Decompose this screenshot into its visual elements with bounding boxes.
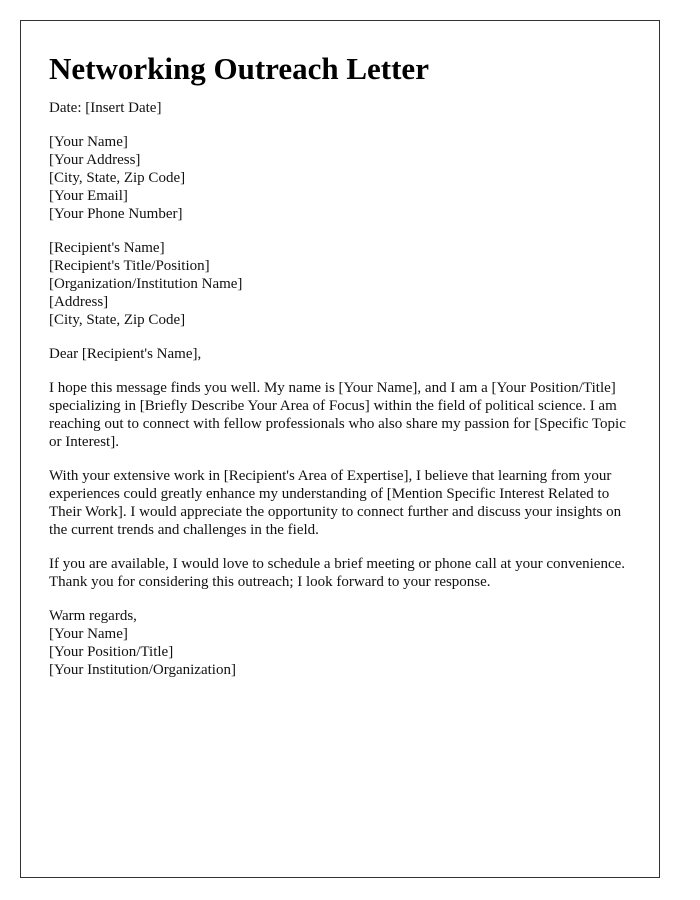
recipient-organization: [Organization/Institution Name] <box>49 276 243 292</box>
closing-phrase: Warm regards, <box>49 608 137 624</box>
closing-block <box>49 607 631 679</box>
closing-institution: [Your Institution/Organization] <box>49 662 236 678</box>
letter-page <box>20 20 660 878</box>
body-paragraph-expertise: With your extensive work in [Recipient's Area of Expertise], I believe that learning from your experiences could greatly enhance my understanding of [Mention Specific Interest Related to Their Work]. I would appreciate the opportunity to connect further and discuss your insights on the current trends and challenges in the field. <box>49 468 622 538</box>
sender-address: [Your Address] <box>49 152 141 168</box>
letter-title: Networking Outreach Letter <box>49 51 429 86</box>
recipient-title: [Recipient's Title/Position] <box>49 258 210 274</box>
recipient-name: [Recipient's Name] <box>49 240 165 256</box>
date-line: Date: [Insert Date] <box>49 100 162 116</box>
sender-name: [Your Name] <box>49 134 128 150</box>
closing-position: [Your Position/Title] <box>49 644 174 660</box>
sender-email: [Your Email] <box>49 188 128 204</box>
closing-name: [Your Name] <box>49 626 128 642</box>
sender-address-block <box>49 133 631 223</box>
body-paragraph-request: If you are available, I would love to schedule a brief meeting or phone call at your convenience. Thank you for considering this outreach; I look forward to your response. <box>49 556 626 590</box>
recipient-city-state-zip: [City, State, Zip Code] <box>49 312 186 328</box>
body-paragraph-intro: I hope this message finds you well. My name is [Your Name], and I am a [Your Position/Title] specializing in [Briefly Describe Your Area of Focus] within the field of political science. I am reaching out to connect with fellow professionals who also share my passion for [Specific Topic or Interest]. <box>49 380 626 450</box>
sender-phone: [Your Phone Number] <box>49 206 183 222</box>
salutation: Dear [Recipient's Name], <box>49 346 202 362</box>
recipient-address: [Address] <box>49 294 109 310</box>
recipient-address-block <box>49 239 631 329</box>
sender-city-state-zip: [City, State, Zip Code] <box>49 170 186 186</box>
